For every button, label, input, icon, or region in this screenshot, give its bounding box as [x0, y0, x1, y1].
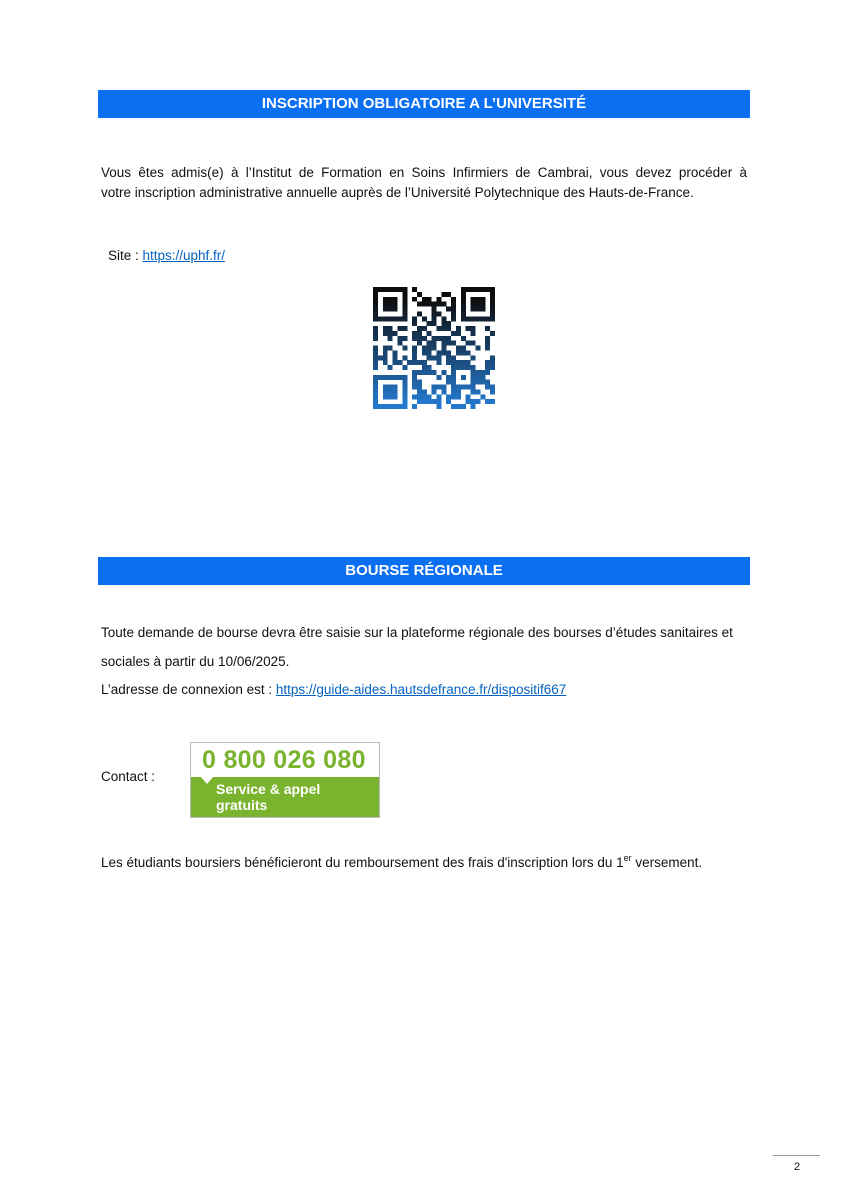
site-row — [108, 246, 225, 266]
note-text-end: versement. — [631, 855, 703, 870]
site-link[interactable]: https://uphf.fr/ — [142, 248, 226, 263]
phone-service-line: gratuits — [216, 797, 268, 813]
section-header-inscription — [98, 90, 750, 118]
address-row — [101, 680, 566, 700]
paragraph-line: sociales à partir du 10/06/2025. — [101, 654, 290, 669]
address-label: L’adresse de connexion est : — [101, 682, 276, 697]
contact-label: Contact : — [101, 769, 156, 784]
free-phone-badge — [190, 742, 380, 818]
notch-icon — [201, 777, 213, 784]
section-title: INSCRIPTION OBLIGATOIRE A L’UNIVERSITÉ — [261, 95, 587, 112]
scholarship-note — [101, 853, 702, 873]
phone-number: 0 800 026 080 — [202, 746, 366, 774]
footer-rule — [773, 1155, 820, 1156]
paragraph-line: Toute demande de bourse devra être saisie sur la plateforme régionale des bourses d’études sanitaires et — [101, 625, 733, 640]
phone-service-line: Service & appel — [216, 781, 321, 797]
page-number: 2 — [793, 1161, 801, 1173]
section-header-bourse — [98, 557, 750, 585]
note-superscript: er — [623, 853, 632, 863]
paragraph-line: Vous êtes admis(e) à l’Institut de Formation en Soins Infirmiers de Cambrai, vous devez procéder à — [101, 165, 747, 180]
site-label: Site : — [108, 248, 143, 263]
paragraph-line: votre inscription administrative annuelle auprès de l’Université Polytechnique des Hauts-de-France. — [101, 185, 694, 200]
address-link[interactable]: https://guide-aides.hautsdefrance.fr/dispositif667 — [275, 682, 567, 697]
section-title: BOURSE RÉGIONALE — [345, 562, 503, 579]
note-text: Les étudiants boursiers bénéficieront du remboursement des frais d'inscription lors du 1 — [101, 855, 624, 870]
qr-code — [373, 287, 495, 409]
phone-service-panel — [191, 777, 379, 817]
